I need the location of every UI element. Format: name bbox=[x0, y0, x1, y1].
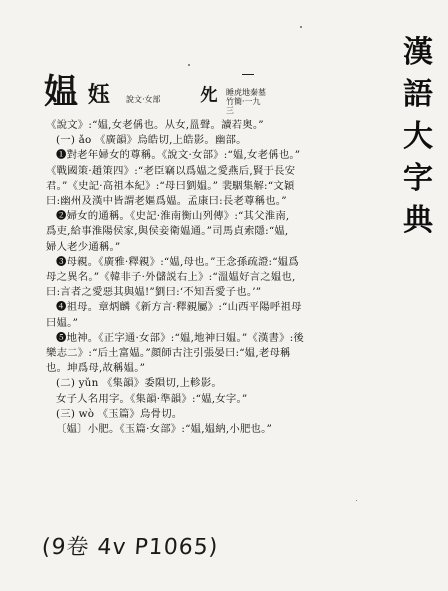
head-character: 媪 bbox=[44, 72, 78, 112]
definition-line: 樂志二》:“后土富媪。”顔師古注引張晏曰:“媪,老母稱 bbox=[46, 347, 291, 360]
definition-line: (三) wò 《玉篇》烏骨切。 bbox=[56, 407, 183, 420]
definition-line: 君。”《史記·高祖本紀》:“母曰劉媪。” 裴駰集解:“文穎 bbox=[46, 179, 295, 192]
paper-speck bbox=[300, 26, 302, 28]
title-char: 字 bbox=[403, 161, 433, 196]
definition-line: 曰:言者之愛惡其與媪!”劉曰:‘不知吾愛子也。’” bbox=[46, 286, 262, 299]
definition-line: 婦人老少通稱。” bbox=[46, 240, 121, 253]
definition-line: (一) ǎo 《廣韻》烏皓切,上皓影。幽部。 bbox=[56, 134, 247, 147]
seal-script-glyph: 𡛼 bbox=[88, 83, 111, 108]
title-char: 大 bbox=[403, 119, 433, 154]
definition-line: ❹祖母。章炳麟《新方言·釋親屬》:“山西平陽呼祖母 bbox=[56, 301, 302, 314]
definition-line: ❷婦女的通稱。《史記·淮南衡山列傳》:“其父淮南, bbox=[56, 210, 290, 223]
title-char: 漢 bbox=[403, 35, 433, 70]
entry-header bbox=[44, 72, 344, 115]
definition-line: 《戰國策·趙策四》:“老臣竊以爲媪之愛燕后,賢于長安 bbox=[46, 164, 296, 177]
definition-line: 曰媪。” bbox=[46, 316, 79, 329]
definition-line: 《說文》:“媪,女老偁也。从女,𥁕聲。讀若奥。” bbox=[46, 119, 264, 131]
title-char: 典 bbox=[403, 203, 433, 238]
bamboo-slip-source: 睡虎地秦墓竹簡·一九三 bbox=[226, 88, 266, 115]
paper-speck bbox=[356, 500, 357, 501]
paper-speck bbox=[188, 64, 190, 66]
entry-body bbox=[46, 118, 372, 437]
handwritten-note: (9卷 4v P1065) bbox=[40, 535, 220, 560]
definition-line: 〔媪〕小肥。《玉篇·女部》:“媪,媪納,小肥也。” bbox=[56, 423, 273, 436]
title-char: 語 bbox=[403, 77, 433, 112]
definition-line: (二) yǔn 《集韻》委隕切,上軫影。 bbox=[56, 377, 222, 390]
definition-line: 也。坤爲母,故稱媪。” bbox=[46, 362, 146, 375]
definition-line: 母之異名。”《韓非子·外儲説右上》:“溫媪好言之媪也, bbox=[46, 271, 296, 284]
bamboo-slip-glyph: 𡖅 bbox=[200, 85, 218, 106]
definition-line: ❶對老年婦女的尊稱。《說文·女部》:“媪,女老偁也。” bbox=[56, 149, 301, 162]
divider-mark bbox=[242, 74, 254, 75]
definition-line: 曰:幽州及漢中皆謂老嫗爲媪。孟康曰:長老尊稱也。” bbox=[46, 195, 287, 208]
definition-line: ❺地神。《正字通·女部》:“媪,地神曰媪。”《漢書》:後 bbox=[56, 331, 305, 344]
definition-line: 爲吏,給事淮陽侯家,與侯妾衛媪通。”司馬貞索隱:“媪, bbox=[46, 225, 289, 238]
seal-script-source: 說文·女部 bbox=[126, 95, 161, 104]
definition-line: ❸母親。《廣雅·釋親》:“媪,母也。”王念孫疏證:“媪爲 bbox=[56, 255, 299, 268]
dictionary-title bbox=[398, 32, 438, 242]
definition-line: 女子人名用字。《集韻·準韻》:“媪,女字。” bbox=[56, 392, 248, 405]
